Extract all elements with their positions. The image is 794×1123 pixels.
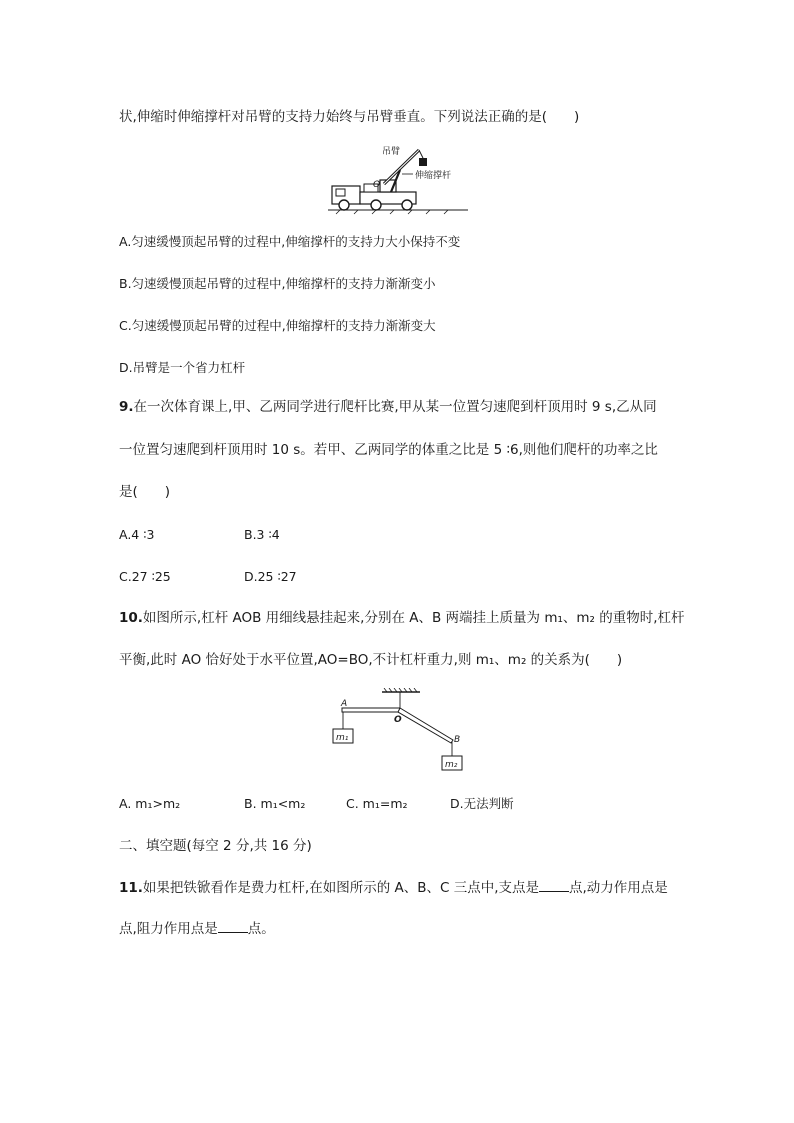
q8-option-d: D.吊臂是一个省力杠杆 (119, 360, 246, 375)
q9-number: 9. (119, 399, 134, 415)
label-o-lever: O (394, 715, 402, 725)
q10-line-1: 10.如图所示,杠杆 AOB 用细线悬挂起来,分别在 A、B 两端挂上质量为 m₁、m₂ 的重物时,杠杆 (119, 610, 685, 626)
crane-truck-figure (328, 140, 468, 216)
q11-line-2: 点,阻力作用点是 点。 (119, 921, 275, 937)
q10-option-b: B. m₁<m₂ (244, 796, 306, 811)
q11-number: 11. (119, 880, 143, 896)
q8-stem-tail: 状,伸缩时伸缩撑杆对吊臂的支持力始终与吊臂垂直。下列说法正确的是( ) (119, 109, 580, 125)
q10-number: 10. (119, 610, 143, 626)
q10-option-d: D.无法判断 (450, 796, 514, 811)
q9-line-2: 一位置匀速爬到杆顶用时 10 s。若甲、乙两同学的体重之比是 5 ∶6,则他们爬杆的功率之比 (119, 442, 658, 458)
label-m1: m₁ (336, 733, 349, 743)
q10-option-a: A. m₁>m₂ (119, 796, 181, 811)
label-o-crane: O (373, 180, 381, 190)
q9-option-c: C.27 ∶25 (119, 569, 171, 584)
q9-line-1: 9.在一次体育课上,甲、乙两同学进行爬杆比赛,甲从某一位置匀速爬到杆顶用时 9 s,乙从同 (119, 399, 657, 415)
q8-option-c: C.匀速缓慢顶起吊臂的过程中,伸缩撑杆的支持力渐渐变大 (119, 318, 436, 333)
q8-option-b: B.匀速缓慢顶起吊臂的过程中,伸缩撑杆的支持力渐渐变小 (119, 276, 436, 291)
q9-option-d: D.25 ∶27 (244, 569, 297, 584)
section2-title: 二、填空题(每空 2 分,共 16 分) (119, 838, 312, 854)
label-m2: m₂ (445, 760, 458, 770)
fulcrum-blank[interactable] (539, 879, 569, 892)
q11-line-1: 11.如果把铁锨看作是费力杠杆,在如图所示的 A、B、C 三点中,支点是 点,动力作用点是 (119, 880, 668, 896)
q9-option-a: A.4 ∶3 (119, 527, 155, 542)
label-b: B (454, 735, 461, 745)
label-arm: 吊臂 (382, 147, 401, 157)
label-a: A (341, 699, 348, 709)
q9-line-3: 是( ) (119, 484, 171, 500)
lever-figure (326, 688, 466, 774)
q10-option-c: C. m₁=m₂ (346, 796, 408, 811)
q10-line-2: 平衡,此时 AO 恰好处于水平位置,AO=BO,不计杠杆重力,则 m₁、m₂ 的关系为( ) (119, 652, 623, 668)
q8-option-a: A.匀速缓慢顶起吊臂的过程中,伸缩撑杆的支持力大小保持不变 (119, 234, 461, 249)
resistance-point-blank[interactable] (218, 920, 248, 933)
label-strut: 伸缩撑杆 (415, 171, 452, 181)
q9-option-b: B.3 ∶4 (244, 527, 280, 542)
